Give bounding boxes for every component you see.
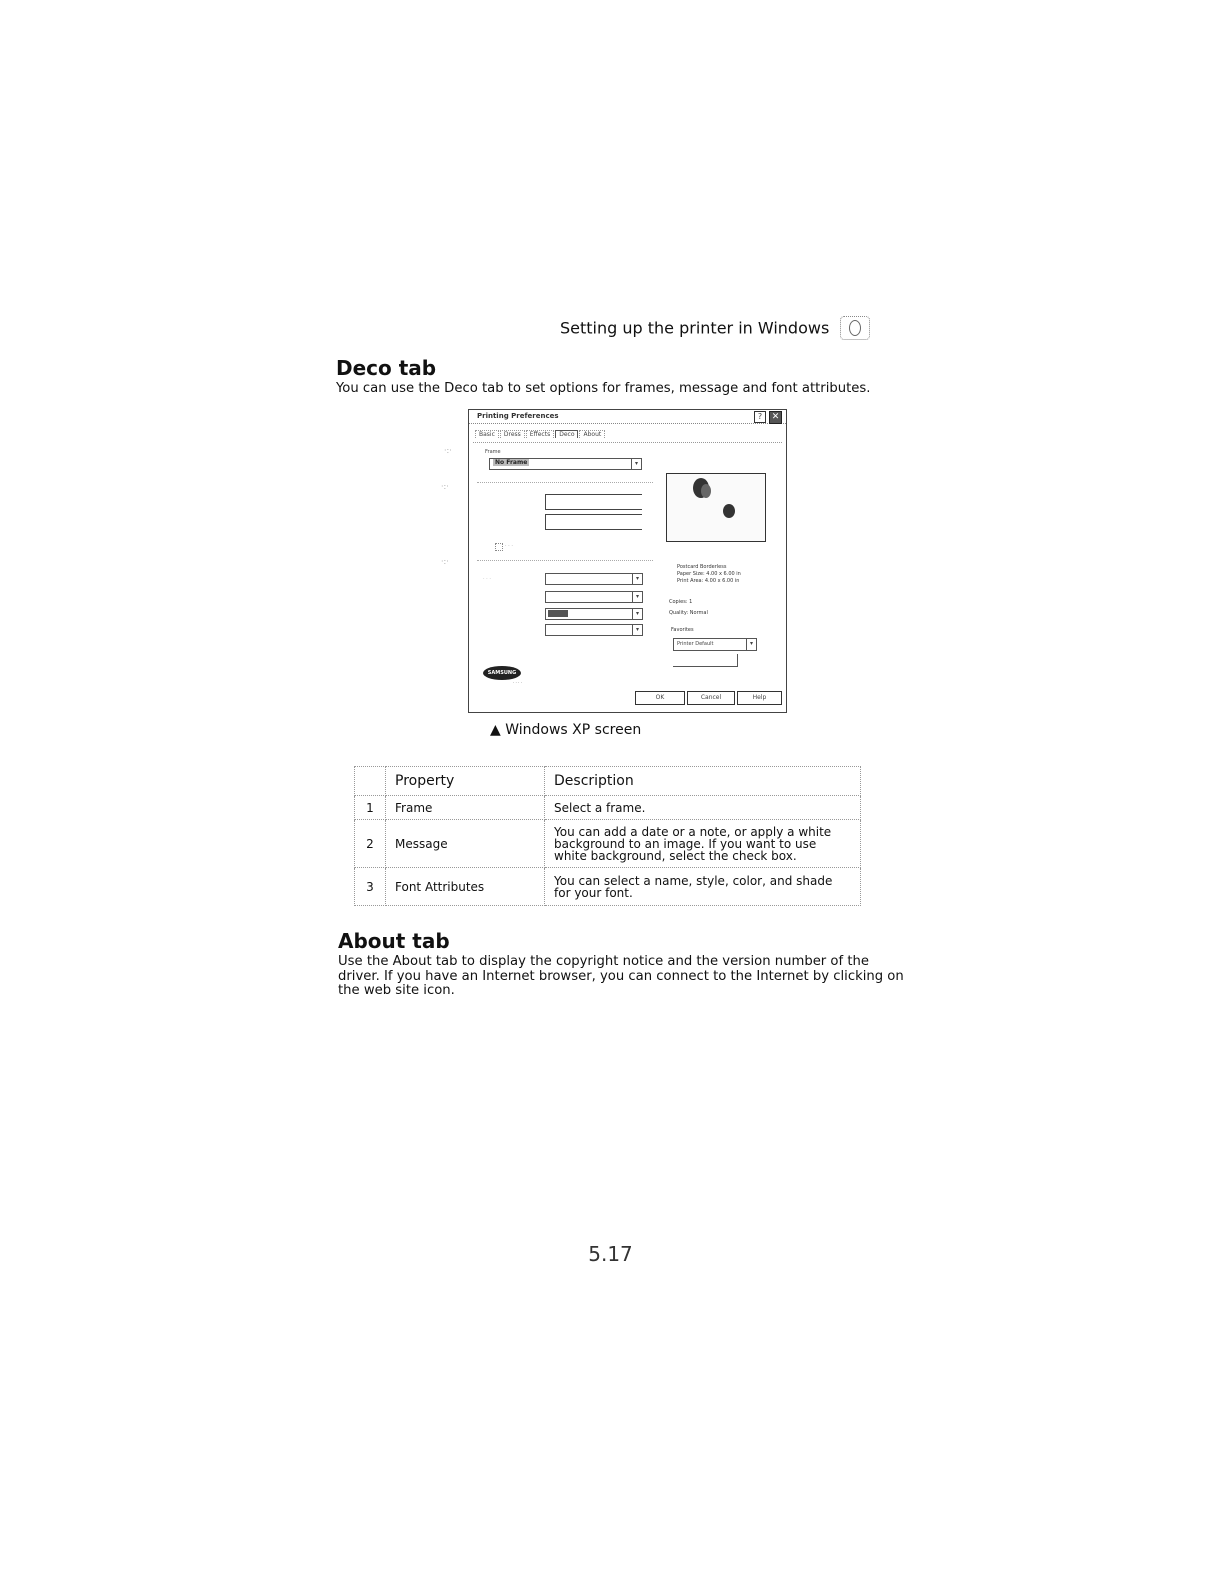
- caption-text: Windows XP screen: [505, 722, 642, 738]
- callout-mark: ·:·: [441, 482, 449, 491]
- preview-info: Print Area: 4.00 x 6.00 in: [677, 578, 740, 584]
- table-header-property: Property: [386, 767, 545, 796]
- font-style-select: [545, 591, 643, 603]
- chevron-down-icon: ▾: [632, 609, 642, 619]
- checkbox-label: · · ·: [505, 543, 513, 549]
- deco-heading: Deco tab: [336, 356, 437, 380]
- message-textbox: [545, 514, 642, 530]
- font-field-label: · · ·: [483, 576, 491, 582]
- chevron-down-icon: ▾: [632, 574, 642, 584]
- message-textbox: [545, 494, 642, 510]
- callout-mark: ·:·: [441, 557, 449, 566]
- preview-info: Paper Size: 4.00 x 6.00 in: [677, 571, 741, 577]
- row-description: Select a frame.: [545, 796, 861, 820]
- about-body: Use the About tab to display the copyright notice and the version number of the driver. If you have an Internet browser, you can connect to the Internet by clicking on the web site icon.: [338, 954, 904, 999]
- row-property: Font Attributes: [386, 868, 545, 906]
- samsung-logo: SAMSUNG: [483, 666, 521, 680]
- figure-caption: [490, 722, 641, 738]
- table-row: [355, 796, 861, 820]
- callout-mark: ·:·: [444, 446, 452, 455]
- row-property: Frame: [386, 796, 545, 820]
- ok-button: OK: [635, 691, 685, 705]
- page-number: 5.17: [588, 1242, 633, 1266]
- table-row: [355, 820, 861, 868]
- row-property: Message: [386, 820, 545, 868]
- group-divider: [477, 482, 653, 483]
- row-number: 3: [355, 868, 386, 906]
- favorites-value: Printer Default: [677, 641, 714, 647]
- frame-label: Frame: [485, 449, 501, 455]
- logo-subtext: · · · ·: [513, 680, 522, 685]
- tab-basic: Basic: [475, 430, 499, 438]
- running-title: Setting up the printer in Windows: [560, 318, 830, 338]
- font-name-select: [545, 573, 643, 585]
- row-description: You can add a date or a note, or apply a white background to an image. If you want to use white background, select the check box.: [545, 820, 861, 868]
- table-header-description: Description: [545, 767, 861, 796]
- frame-value: No Frame: [495, 459, 528, 466]
- color-swatch: [548, 610, 568, 617]
- row-description: You can select a name, style, color, and shade for your font.: [545, 868, 861, 906]
- white-background-checkbox: [495, 543, 503, 551]
- row-number: 1: [355, 796, 386, 820]
- close-icon: ✕: [769, 411, 782, 424]
- cancel-button: Cancel: [687, 691, 735, 705]
- favorites-save-button: [673, 654, 738, 667]
- chevron-down-icon: ▾: [746, 639, 756, 650]
- chevron-down-icon: ▾: [631, 459, 641, 469]
- about-heading: About tab: [338, 929, 450, 953]
- dialog-title: Printing Preferences: [477, 412, 559, 420]
- chevron-down-icon: ▾: [632, 592, 642, 602]
- quality-info: Quality: Normal: [669, 610, 708, 616]
- preview-image: [666, 473, 766, 542]
- dialog-tabs: [475, 430, 606, 440]
- help-icon: ?: [754, 411, 766, 423]
- balloon-icon: [723, 504, 735, 518]
- printing-preferences-screenshot: [468, 409, 787, 713]
- group-divider: [477, 560, 653, 561]
- preview-info: Postcard Borderless: [677, 564, 727, 570]
- font-color-select: [545, 608, 643, 620]
- help-button: Help: [737, 691, 782, 705]
- dialog-title-bar: [469, 410, 786, 424]
- tab-about: About: [579, 430, 605, 438]
- table-header-row: [355, 767, 861, 796]
- frame-select: [489, 458, 642, 470]
- favorites-select: [673, 638, 757, 651]
- tab-dress: Dress: [500, 430, 525, 438]
- favorites-label: Favorites: [671, 627, 694, 633]
- row-number: 2: [355, 820, 386, 868]
- tab-deco: Deco: [555, 430, 578, 438]
- tab-divider: [473, 442, 782, 443]
- table-header-cell: [355, 767, 386, 796]
- chevron-down-icon: ▾: [632, 625, 642, 635]
- deco-intro: You can use the Deco tab to set options for frames, message and font attributes.: [336, 381, 871, 396]
- chapter-badge-icon: [840, 316, 870, 340]
- property-table: [354, 766, 861, 906]
- table-row: [355, 868, 861, 906]
- running-header: [560, 316, 915, 340]
- copies-info: Copies: 1: [669, 599, 693, 605]
- balloon-icon: [701, 484, 711, 498]
- tab-effects: Effects: [526, 430, 554, 438]
- font-shade-select: [545, 624, 643, 636]
- caption-marker-icon: ▲: [490, 722, 501, 738]
